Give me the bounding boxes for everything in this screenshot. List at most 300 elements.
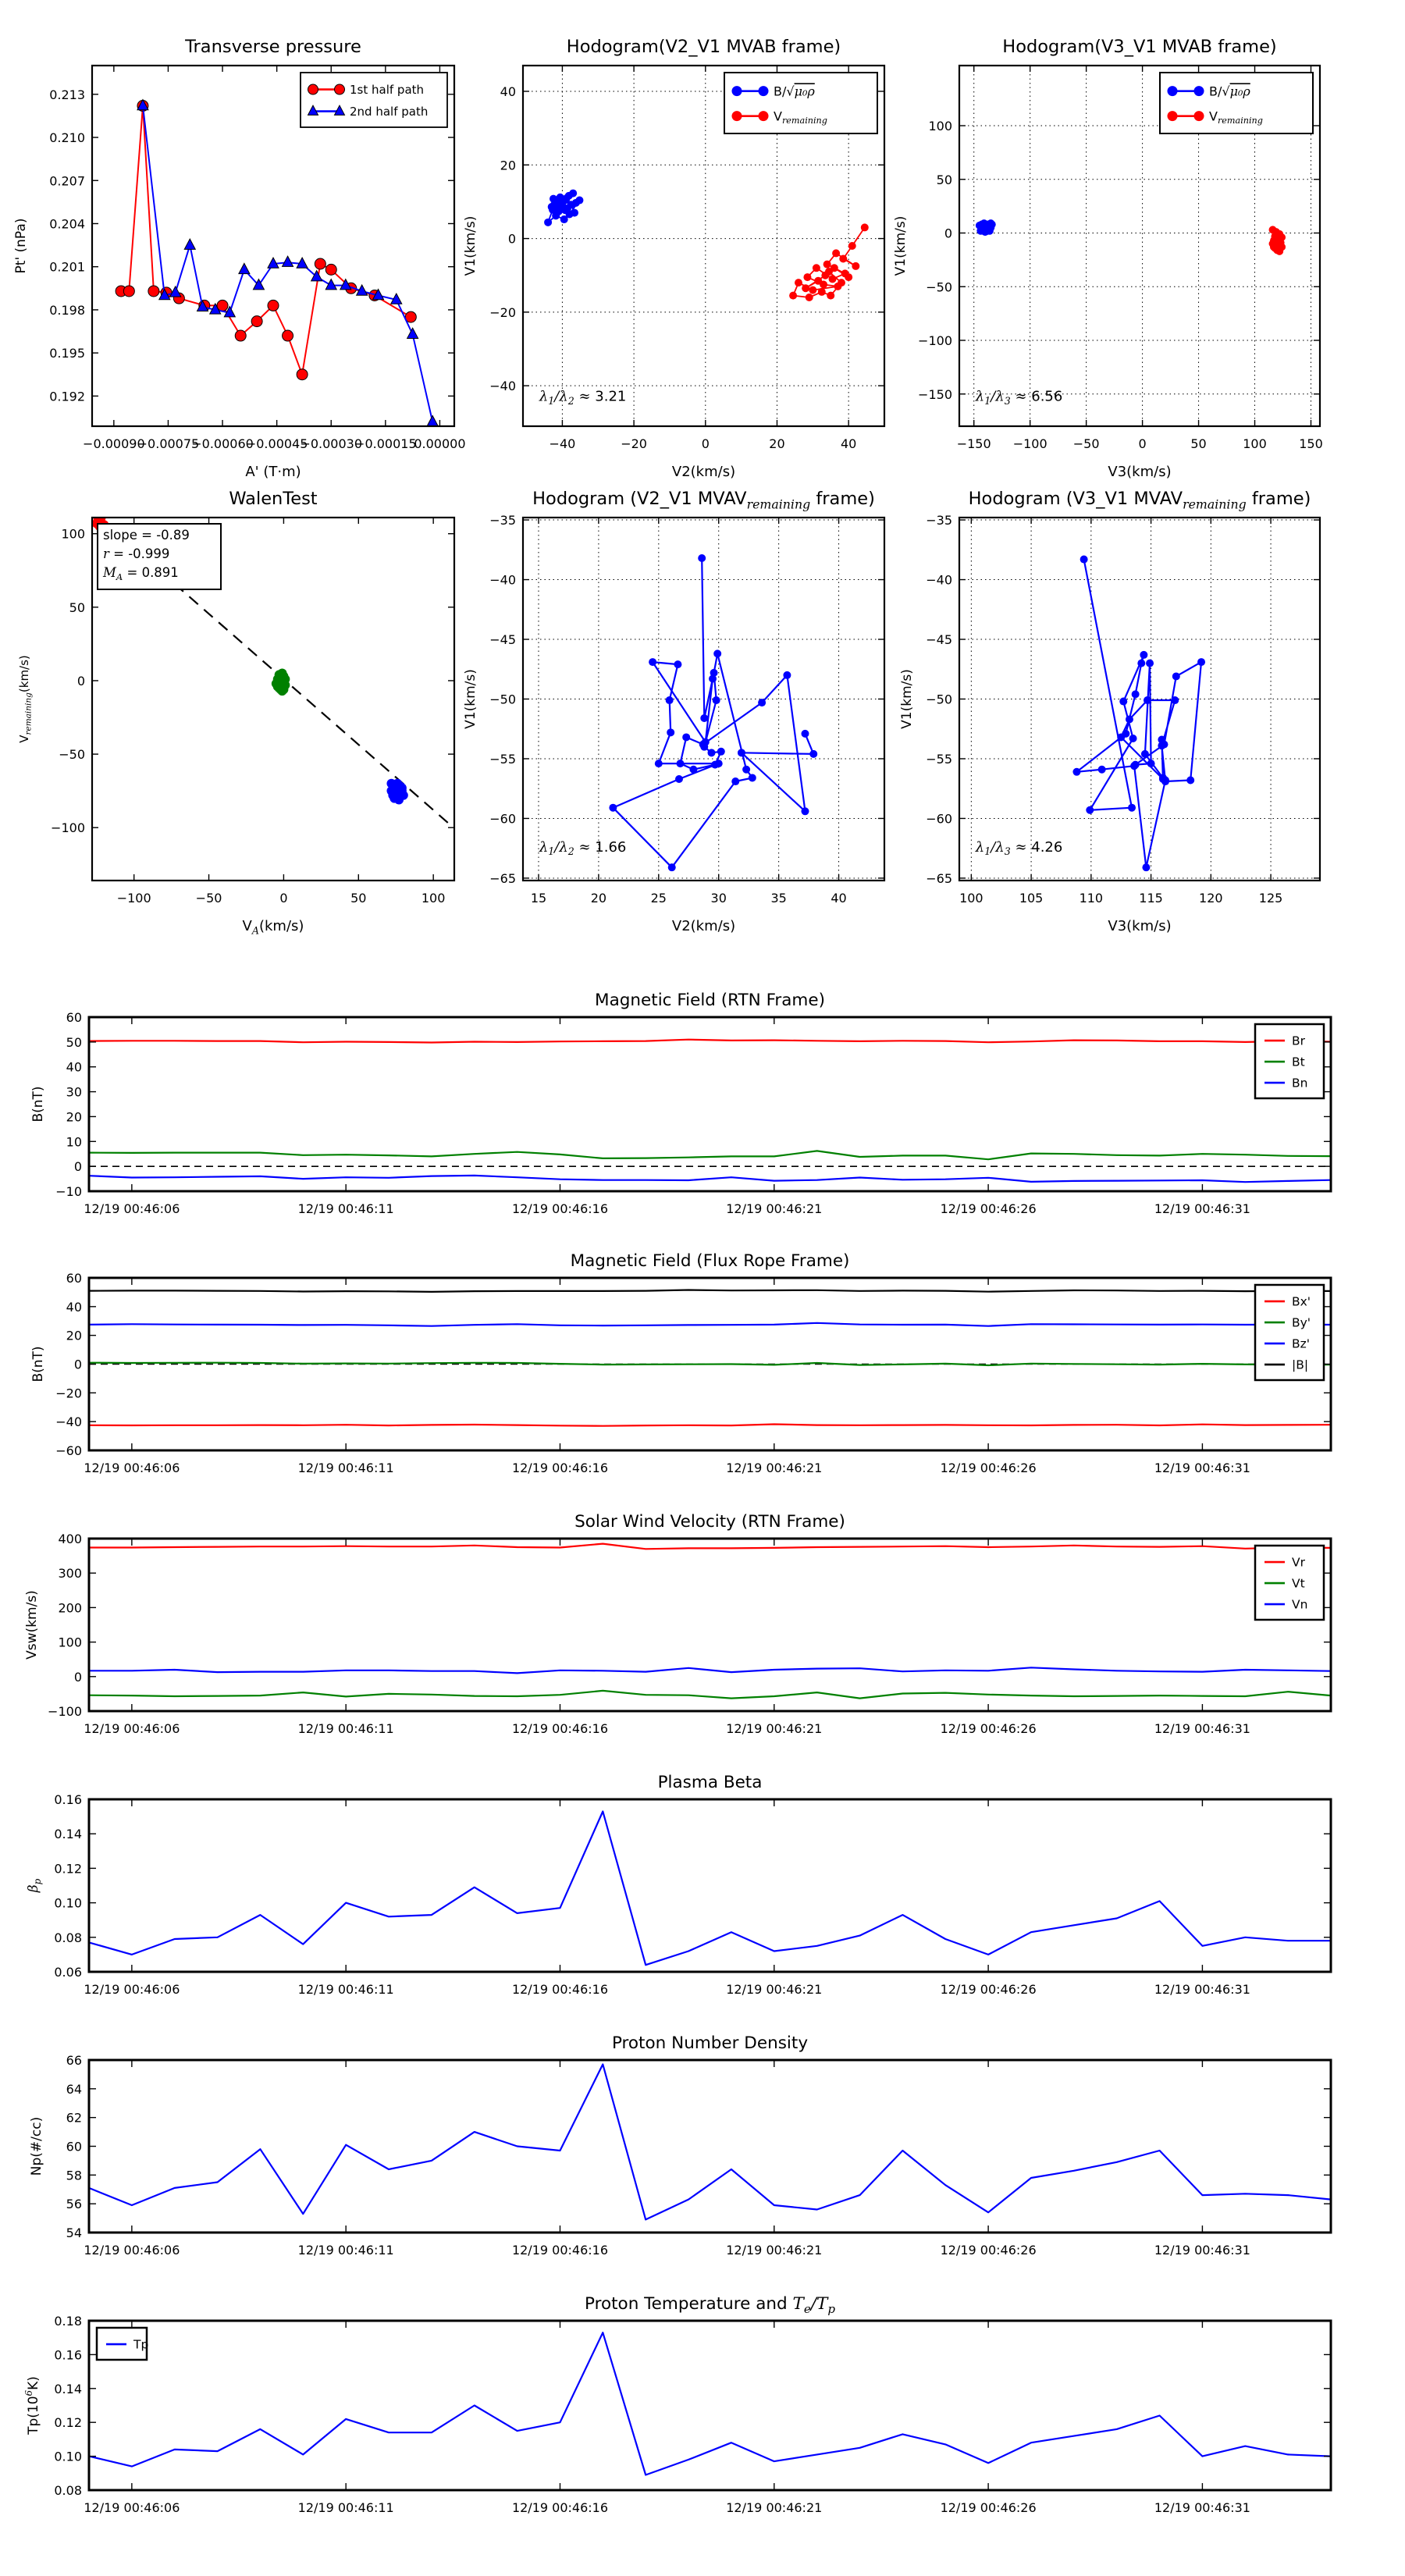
walen-test-panel: [17, 489, 454, 936]
x-axis-label: V2(km/s): [671, 464, 736, 480]
x-axis-label: A' (T·m): [245, 464, 301, 480]
legend-box: [301, 73, 447, 127]
panel-title: Plasma Beta: [657, 1773, 763, 1792]
data-marker: [649, 658, 656, 666]
plot-background: [89, 2060, 1331, 2233]
data-marker: [829, 275, 837, 283]
data-marker: [559, 204, 567, 212]
data-marker: [698, 554, 706, 562]
ts-mag-rtn-panel: [30, 991, 1331, 1216]
stats-box-line: slope = -0.89: [103, 528, 190, 543]
transverse-pressure-panel: [13, 37, 466, 480]
hodogram-v3v1-mvav-panel: [899, 489, 1320, 934]
data-marker: [235, 330, 246, 341]
ts-beta-panel: [26, 1773, 1331, 1997]
y-tick-label: 0.201: [49, 259, 85, 275]
lambda-annotation: $\lambda_1/\lambda_2 \approx 3.21$: [539, 388, 627, 407]
y-axis-label: B(nT): [30, 1346, 46, 1382]
y-tick-label: 100: [58, 1635, 82, 1650]
data-marker: [1132, 761, 1140, 769]
x-tick-label: 12/19 00:46:06: [84, 1982, 180, 1997]
x-tick-label: 115: [1139, 891, 1163, 906]
data-marker: [393, 782, 402, 792]
data-marker: [789, 292, 797, 300]
y-tick-label: 0: [73, 1357, 82, 1372]
x-tick-label: 12/19 00:46:21: [726, 1982, 823, 1997]
y-tick-label: −40: [926, 572, 952, 588]
x-tick-label: 12/19 00:46:11: [297, 1721, 394, 1736]
y-tick-label: 100: [928, 119, 952, 133]
data-marker: [1171, 696, 1179, 704]
data-marker: [801, 730, 809, 738]
x-tick-label: 12/19 00:46:11: [297, 1982, 394, 1997]
plot-background: [89, 1539, 1331, 1711]
panel-title: Hodogram(V2_V1 MVAB frame): [566, 37, 841, 57]
y-tick-label: 50: [66, 1034, 82, 1050]
data-marker: [827, 292, 834, 300]
y-tick-label: −20: [55, 1386, 82, 1401]
y-tick-label: 400: [58, 1532, 82, 1546]
y-tick-label: 0.192: [49, 389, 85, 404]
y-tick-label: −40: [55, 1414, 82, 1430]
y-axis-label: Np(#/cc): [29, 2116, 44, 2176]
stats-box-line: $M_A = 0.891$: [103, 565, 179, 582]
legend-entry-label: $V_{remaining}$: [774, 109, 827, 126]
data-marker: [251, 316, 262, 327]
plot-background: [89, 2321, 1331, 2490]
data-marker: [268, 300, 279, 311]
y-axis-label: $V_{remaining}(km/s)$: [17, 655, 34, 743]
x-tick-label: 12/19 00:46:26: [940, 2500, 1037, 2515]
y-tick-label: 0: [76, 673, 85, 688]
x-tick-label: 12/19 00:46:11: [297, 1201, 394, 1216]
hodogram-v2v1-mvav-panel: [463, 489, 884, 934]
data-marker: [713, 649, 721, 657]
data-marker: [1168, 86, 1178, 96]
x-tick-label: 0: [1138, 436, 1147, 451]
data-marker: [682, 733, 690, 741]
x-axis-label: V3(km/s): [1108, 918, 1172, 934]
data-marker: [560, 215, 568, 223]
y-tick-label: 0.18: [54, 2314, 82, 2329]
panel-title: WalenTest: [229, 489, 318, 509]
data-marker: [567, 201, 574, 208]
legend-entry-label: $V_{remaining}$: [1209, 109, 1263, 126]
data-marker: [710, 669, 718, 677]
data-marker: [821, 272, 829, 279]
y-tick-label: 62: [66, 2110, 82, 2126]
y-tick-label: 0.08: [54, 1930, 82, 1945]
y-tick-label: −45: [489, 632, 516, 648]
data-marker: [675, 775, 683, 783]
data-marker: [839, 255, 847, 263]
panel-title: Magnetic Field (RTN Frame): [595, 991, 825, 1010]
data-marker: [981, 224, 989, 232]
x-tick-label: 12/19 00:46:16: [511, 1721, 609, 1736]
x-tick-label: 12/19 00:46:31: [1154, 1982, 1250, 1997]
data-marker: [831, 264, 838, 272]
y-tick-label: 0.06: [54, 1965, 82, 1980]
y-tick-label: −50: [489, 692, 516, 707]
x-tick-label: 25: [650, 891, 667, 906]
x-tick-label: 12/19 00:46:06: [84, 2500, 180, 2515]
data-marker: [335, 84, 345, 94]
lambda-annotation: $\lambda_1/\lambda_3 \approx 4.26$: [975, 838, 1063, 858]
x-tick-label: −0.00045: [245, 436, 308, 451]
y-tick-label: 0.195: [49, 346, 85, 361]
data-marker: [1147, 760, 1155, 767]
y-tick-label: 60: [66, 1010, 82, 1025]
y-tick-label: 40: [66, 1059, 82, 1075]
y-tick-label: 100: [61, 526, 85, 542]
data-marker: [571, 209, 578, 217]
data-marker: [1098, 766, 1106, 774]
y-tick-label: −10: [55, 1184, 82, 1199]
data-marker: [699, 741, 707, 749]
data-marker: [668, 863, 676, 871]
x-tick-label: −50: [195, 891, 222, 906]
legend-entry-label: B/√μ₀ρ: [1209, 84, 1250, 99]
y-tick-label: 200: [58, 1600, 82, 1616]
y-tick-label: 50: [936, 172, 952, 187]
y-tick-label: 0: [944, 226, 952, 241]
x-tick-label: 0: [279, 891, 288, 906]
x-tick-label: 12/19 00:46:16: [511, 2500, 609, 2515]
y-axis-label: B(nT): [30, 1086, 46, 1123]
y-tick-label: −60: [926, 811, 952, 827]
legend-entry-label: 2nd half path: [350, 104, 429, 119]
data-marker: [677, 760, 685, 767]
x-tick-label: −0.00030: [300, 436, 363, 451]
data-marker: [813, 264, 820, 272]
y-tick-label: 0.207: [49, 173, 85, 189]
plot-background: [89, 1017, 1331, 1191]
data-marker: [801, 807, 809, 815]
y-tick-label: 20: [66, 1109, 82, 1125]
x-tick-label: 120: [1199, 891, 1223, 906]
data-marker: [1141, 750, 1149, 758]
data-marker: [759, 86, 769, 96]
y-tick-label: −60: [55, 1443, 82, 1458]
y-tick-label: 0.14: [54, 1827, 82, 1842]
y-axis-label: $\beta_p$: [26, 1878, 44, 1893]
data-marker: [1142, 863, 1150, 871]
data-marker: [758, 699, 766, 706]
data-marker: [1132, 690, 1140, 698]
y-tick-label: −100: [51, 820, 85, 836]
data-marker: [707, 749, 715, 756]
y-tick-label: 0.16: [54, 2347, 82, 2363]
data-marker: [550, 201, 558, 208]
data-marker: [700, 714, 708, 722]
data-marker: [717, 748, 725, 756]
x-tick-label: 12/19 00:46:26: [940, 1201, 1037, 1216]
y-tick-label: 30: [66, 1084, 82, 1100]
ts-tp-panel: [23, 2294, 1331, 2515]
y-tick-label: 50: [69, 600, 85, 615]
ts-np-panel: [29, 2033, 1331, 2258]
y-tick-label: 0.12: [54, 1861, 82, 1877]
y-tick-label: 0: [73, 1669, 82, 1685]
data-marker: [279, 676, 288, 685]
data-marker: [325, 264, 336, 275]
y-tick-label: −60: [489, 811, 516, 827]
x-tick-label: 12/19 00:46:21: [726, 1201, 823, 1216]
x-tick-label: 105: [1019, 891, 1044, 906]
x-axis-label: V2(km/s): [671, 918, 736, 934]
y-tick-label: 58: [66, 2168, 82, 2183]
data-marker: [838, 279, 845, 286]
y-tick-label: 56: [66, 2197, 82, 2212]
data-marker: [802, 284, 809, 292]
data-marker: [731, 777, 739, 785]
data-marker: [845, 273, 852, 281]
legend-entry-label: 1st half path: [350, 82, 425, 97]
data-marker: [732, 86, 742, 96]
x-tick-label: 12/19 00:46:06: [84, 1201, 180, 1216]
x-tick-label: 12/19 00:46:31: [1154, 1201, 1250, 1216]
ts-mag-fluxrope-panel: [30, 1251, 1331, 1475]
legend-entry-label: Bz': [1292, 1336, 1311, 1351]
hodogram-v2v1-mvab-panel: [463, 37, 884, 480]
x-tick-label: 12/19 00:46:31: [1154, 2243, 1250, 2258]
y-tick-label: 0.08: [54, 2483, 82, 2498]
data-marker: [1080, 556, 1088, 564]
x-tick-label: 12/19 00:46:06: [84, 1721, 180, 1736]
data-marker: [569, 190, 577, 197]
y-tick-label: 66: [66, 2053, 82, 2068]
x-tick-label: 12/19 00:46:26: [940, 2243, 1037, 2258]
y-tick-label: 300: [58, 1566, 82, 1582]
panel-title: Solar Wind Velocity (RTN Frame): [574, 1512, 845, 1532]
legend-entry-label: Br: [1292, 1034, 1306, 1048]
y-tick-label: −100: [918, 333, 952, 348]
y-tick-label: −40: [489, 379, 516, 394]
y-tick-label: −55: [926, 751, 952, 767]
y-tick-label: 20: [500, 158, 516, 173]
data-marker: [759, 111, 769, 121]
data-marker: [655, 760, 663, 767]
panel-title: Proton Number Density: [611, 2033, 809, 2053]
y-tick-label: 0.204: [49, 216, 85, 232]
x-tick-label: 150: [1299, 436, 1323, 451]
data-marker: [814, 277, 822, 285]
data-marker: [297, 369, 308, 380]
data-marker: [1273, 233, 1281, 240]
x-tick-label: 12/19 00:46:31: [1154, 1721, 1250, 1736]
x-tick-label: 100: [421, 891, 446, 906]
x-tick-label: 110: [1079, 891, 1104, 906]
x-tick-label: 20: [769, 436, 785, 451]
x-tick-label: 12/19 00:46:21: [726, 2500, 823, 2515]
data-marker: [1159, 775, 1167, 783]
data-marker: [749, 774, 756, 781]
data-marker: [1129, 735, 1137, 742]
legend-entry-label: |B|: [1292, 1357, 1309, 1372]
y-tick-label: 0.198: [49, 302, 85, 318]
data-marker: [1086, 806, 1094, 814]
y-tick-label: 40: [500, 84, 516, 99]
x-tick-label: 12/19 00:46:26: [940, 1721, 1037, 1736]
panel-title: Transverse pressure: [185, 37, 361, 57]
x-tick-label: 12/19 00:46:21: [726, 2243, 823, 2258]
x-tick-label: 12/19 00:46:06: [84, 1461, 180, 1475]
x-tick-label: −0.00015: [354, 436, 417, 451]
data-marker: [823, 261, 831, 269]
data-marker: [1168, 111, 1178, 121]
data-marker: [1137, 660, 1145, 667]
x-tick-label: 12/19 00:46:06: [84, 2243, 180, 2258]
y-tick-label: 0.213: [49, 87, 85, 102]
y-tick-label: −65: [489, 870, 516, 886]
y-tick-label: 0: [507, 231, 516, 247]
y-axis-label: Pt' (nPa): [13, 218, 29, 274]
data-marker: [732, 111, 742, 121]
legend-entry-label: Bx': [1292, 1294, 1311, 1309]
x-tick-label: 12/19 00:46:11: [297, 2500, 394, 2515]
data-marker: [1194, 86, 1204, 96]
data-marker: [852, 262, 859, 270]
x-tick-label: 12/19 00:46:11: [297, 2243, 394, 2258]
y-tick-label: −20: [489, 304, 516, 320]
data-marker: [711, 761, 719, 769]
data-marker: [609, 804, 617, 812]
legend-entry-label: B/√μ₀ρ: [774, 84, 815, 99]
x-tick-label: −0.00060: [191, 436, 254, 451]
x-tick-label: 12/19 00:46:31: [1154, 2500, 1250, 2515]
data-marker: [1194, 111, 1204, 121]
data-marker: [1270, 243, 1278, 251]
data-marker: [809, 286, 816, 294]
x-tick-label: −150: [956, 436, 991, 451]
data-marker: [667, 728, 674, 736]
x-tick-label: 12/19 00:46:16: [511, 1461, 609, 1475]
y-tick-label: 0.12: [54, 2415, 82, 2431]
x-tick-label: 0: [701, 436, 710, 451]
panel-title: Proton Temperature and $T_e/T_p$: [585, 2294, 835, 2317]
data-marker: [806, 294, 813, 301]
y-tick-label: −35: [489, 513, 516, 528]
x-tick-label: 50: [350, 891, 367, 906]
legend-box: [1255, 1285, 1324, 1380]
legend-entry-label: Vr: [1292, 1555, 1305, 1570]
legend-entry-label: Tp: [133, 2337, 149, 2352]
x-axis-label: V3(km/s): [1108, 464, 1172, 480]
x-tick-label: −50: [1072, 436, 1100, 451]
x-axis-label: $V_A(km/s)$: [242, 918, 304, 937]
legend-entry-label: Bt: [1292, 1055, 1305, 1069]
y-axis-label: V1(km/s): [463, 669, 478, 729]
hodogram-v3v1-mvab-panel: [893, 37, 1323, 480]
data-marker: [848, 242, 856, 250]
x-tick-label: 50: [1190, 436, 1207, 451]
data-marker: [544, 219, 552, 226]
y-tick-label: 60: [66, 2139, 82, 2154]
y-tick-label: 0: [73, 1159, 82, 1175]
y-tick-label: 54: [66, 2226, 82, 2240]
y-tick-label: −55: [489, 751, 516, 767]
x-tick-label: 12/19 00:46:31: [1154, 1461, 1250, 1475]
y-tick-label: 0.10: [54, 2449, 82, 2464]
data-marker: [575, 197, 583, 205]
x-tick-label: −0.00075: [137, 436, 200, 451]
lambda-annotation: $\lambda_1/\lambda_2 \approx 1.66$: [539, 838, 627, 858]
data-marker: [1140, 651, 1147, 659]
data-marker: [148, 286, 159, 297]
data-marker: [315, 258, 325, 269]
x-tick-label: 30: [710, 891, 727, 906]
data-marker: [795, 279, 802, 286]
panel-title: Hodogram (V2_V1 $MVAV_{remaining}$ frame): [532, 489, 875, 512]
y-tick-label: −45: [926, 632, 952, 648]
x-tick-label: 12/19 00:46:16: [511, 1982, 609, 1997]
x-tick-label: 12/19 00:46:21: [726, 1461, 823, 1475]
y-tick-label: −50: [926, 692, 952, 707]
data-marker: [674, 660, 681, 668]
y-tick-label: −150: [918, 386, 952, 402]
y-tick-label: 64: [66, 2081, 82, 2097]
data-marker: [283, 330, 293, 341]
y-tick-label: −50: [59, 747, 85, 763]
y-axis-label: V1(km/s): [893, 215, 909, 276]
y-tick-label: 0.210: [49, 130, 85, 146]
y-tick-label: 0.10: [54, 1895, 82, 1911]
x-tick-label: 40: [831, 891, 847, 906]
data-marker: [1072, 768, 1080, 776]
y-axis-label: V1(km/s): [899, 669, 915, 729]
data-marker: [1117, 733, 1125, 741]
x-tick-label: 15: [530, 891, 547, 906]
x-tick-label: 100: [959, 891, 984, 906]
y-tick-label: 0.16: [54, 1792, 82, 1807]
data-marker: [689, 766, 697, 774]
legend-entry-label: By': [1292, 1315, 1311, 1330]
y-tick-label: 0.14: [54, 2381, 82, 2396]
stats-box-line: r = -0.999: [103, 546, 170, 561]
y-axis-label: $Tp(10^6K)$: [23, 2376, 41, 2435]
x-tick-label: 12/19 00:46:21: [726, 1721, 823, 1736]
x-tick-label: 0.00000: [414, 436, 466, 451]
x-tick-label: 12/19 00:46:16: [511, 2243, 609, 2258]
data-marker: [809, 750, 817, 758]
x-tick-label: 35: [770, 891, 787, 906]
y-axis-label: Vsw(km/s): [24, 1590, 40, 1660]
legend-entry-label: Bn: [1292, 1076, 1308, 1091]
x-tick-label: 40: [840, 436, 857, 451]
x-tick-label: 12/19 00:46:16: [511, 1201, 609, 1216]
y-tick-label: 60: [66, 1271, 82, 1286]
x-tick-label: −20: [621, 436, 647, 451]
x-tick-label: 12/19 00:46:26: [940, 1461, 1037, 1475]
data-marker: [1119, 698, 1127, 706]
data-marker: [1144, 696, 1151, 704]
data-marker: [308, 84, 318, 94]
data-marker: [562, 194, 570, 202]
y-tick-label: −65: [926, 870, 952, 886]
data-marker: [783, 671, 791, 679]
legend-entry-label: Vt: [1292, 1576, 1305, 1591]
data-marker: [861, 223, 869, 231]
data-marker: [738, 749, 745, 756]
panel-title: Hodogram(V3_V1 MVAB frame): [1002, 37, 1277, 57]
x-tick-label: 125: [1258, 891, 1283, 906]
data-marker: [1158, 736, 1165, 744]
data-marker: [803, 273, 811, 281]
y-tick-label: 40: [66, 1299, 82, 1315]
data-marker: [123, 286, 134, 297]
y-tick-label: −50: [926, 279, 952, 295]
y-tick-label: −35: [926, 513, 952, 528]
